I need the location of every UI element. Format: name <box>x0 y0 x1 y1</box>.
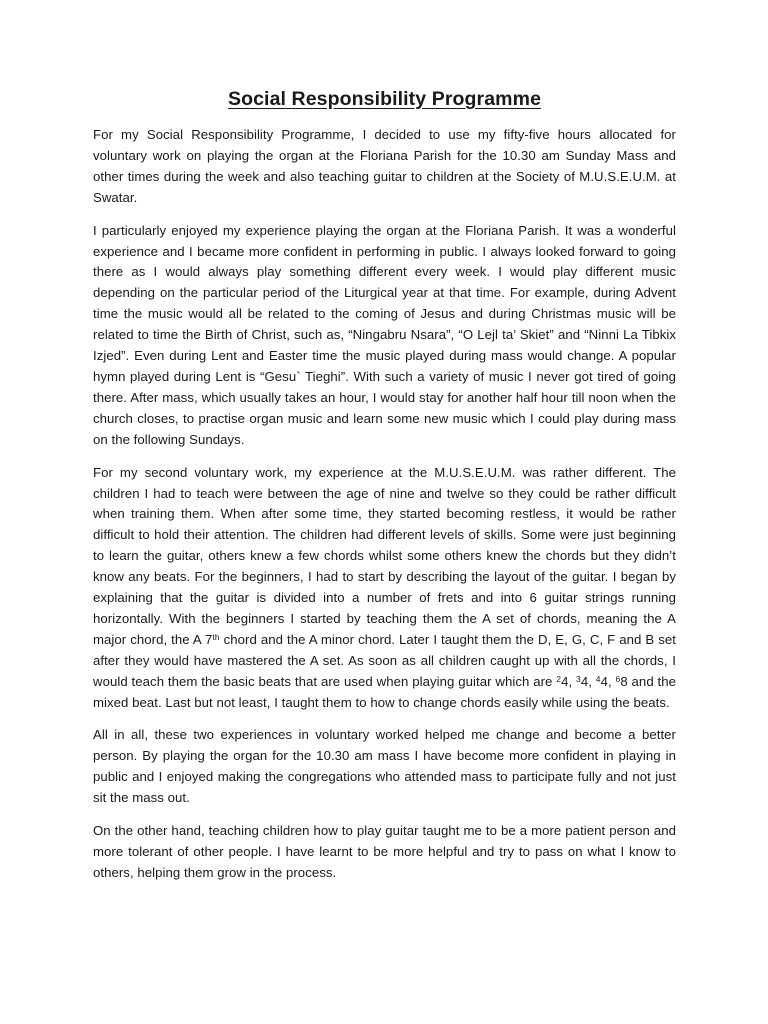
beat-text: 4, <box>561 673 577 689</box>
paragraph-intro: For my Social Responsibility Programme, I decided to use my fifty-five hours allocated for voluntary work on playing the organ at the Floriana Parish for the 10.30 am Sunday Mass and other times during the week and also teaching guitar to children at the Society of M.U.S.E.U.M. at Swatar. <box>93 127 676 205</box>
document-title: Social Responsibility Programme <box>227 88 542 110</box>
paragraph-museum-text: 8 and the mixed beat. Last but not least, I taught them to how to change chords easily while using the beats. <box>93 673 677 710</box>
paragraph-museum <box>93 463 676 714</box>
paragraph-museum-text: chord and the A minor chord. Later I taught them the D, E, G, C, F and B set after they would have mastered the A set. As soon as all children caught up with all the chords, I would teach them the basic beats that are used when playing guitar which are <box>93 631 676 689</box>
paragraph-museum-text: For my second voluntary work, my experience at the M.U.S.E.U.M. was rather different. The children I had to teach were between the age of nine and twelve so they could be rather difficult when training them. When after some time, they started becoming restless, it would be rather difficult to hold their attention. The children had different levels of skills. Some were just beginning to learn the guitar, others knew a few chords whilst some others knew the chords but they didn’t know any beats. For the beginners, I had to start by describing the layout of the guitar. I began by explaining that the guitar is divided into a number of frets and into 6 guitar strings running horizontally. With the beginners I started by teaching them the A set of chords, meaning the A major chord, the A 7 <box>93 464 676 647</box>
paragraph-closing: On the other hand, teaching children how to play guitar taught me to be a more patient person and more tolerant of other people. I have learnt to be more helpful and try to pass on what I know to others, helping them grow in the process. <box>93 823 676 880</box>
paragraph-conclusion: All in all, these two experiences in voluntary worked helped me change and become a better person. By playing the organ for the 10.30 am mass I have become more confident in playing in public and I enjoyed making the congregations who attended mass to participate fully and not just sit the mass out. <box>93 727 676 806</box>
beat-text: 4, <box>580 673 596 689</box>
superscript-beat: 2 <box>556 673 562 684</box>
superscript-beat: 3 <box>576 673 581 684</box>
document-page <box>93 88 676 896</box>
superscript-th: th <box>212 631 220 642</box>
paragraph-organ: I particularly enjoyed my experience playing the organ at the Floriana Parish. It was a wonderful experience and I became more confident in performing in public. I always looked forward to going there as I would always play something different every week. I would play different music depending on the particular period of the Liturgical year at that time. For example, during Advent time the music would all be related to the coming of Jesus and during Christmas music will be related to time the Birth of Christ, such as, “Ningabru Nsara”, “O Lejl ta’ Skiet” and “Ninni La Tibkix Izjed”. Even during Lent and Easter time the music played during mass would change. A popular hymn played during Lent is “Gesu` Tieghi”. With such a variety of music I never got tired of going there. After mass, which usually takes an hour, I would stay for another half hour till noon when the church closes, to practise organ music and learn some new music which I could play during mass on the following Sundays. <box>93 222 676 447</box>
superscript-beat: 6 <box>615 673 621 684</box>
superscript-beat: 4 <box>595 673 601 684</box>
beat-text: 4, <box>600 673 616 689</box>
